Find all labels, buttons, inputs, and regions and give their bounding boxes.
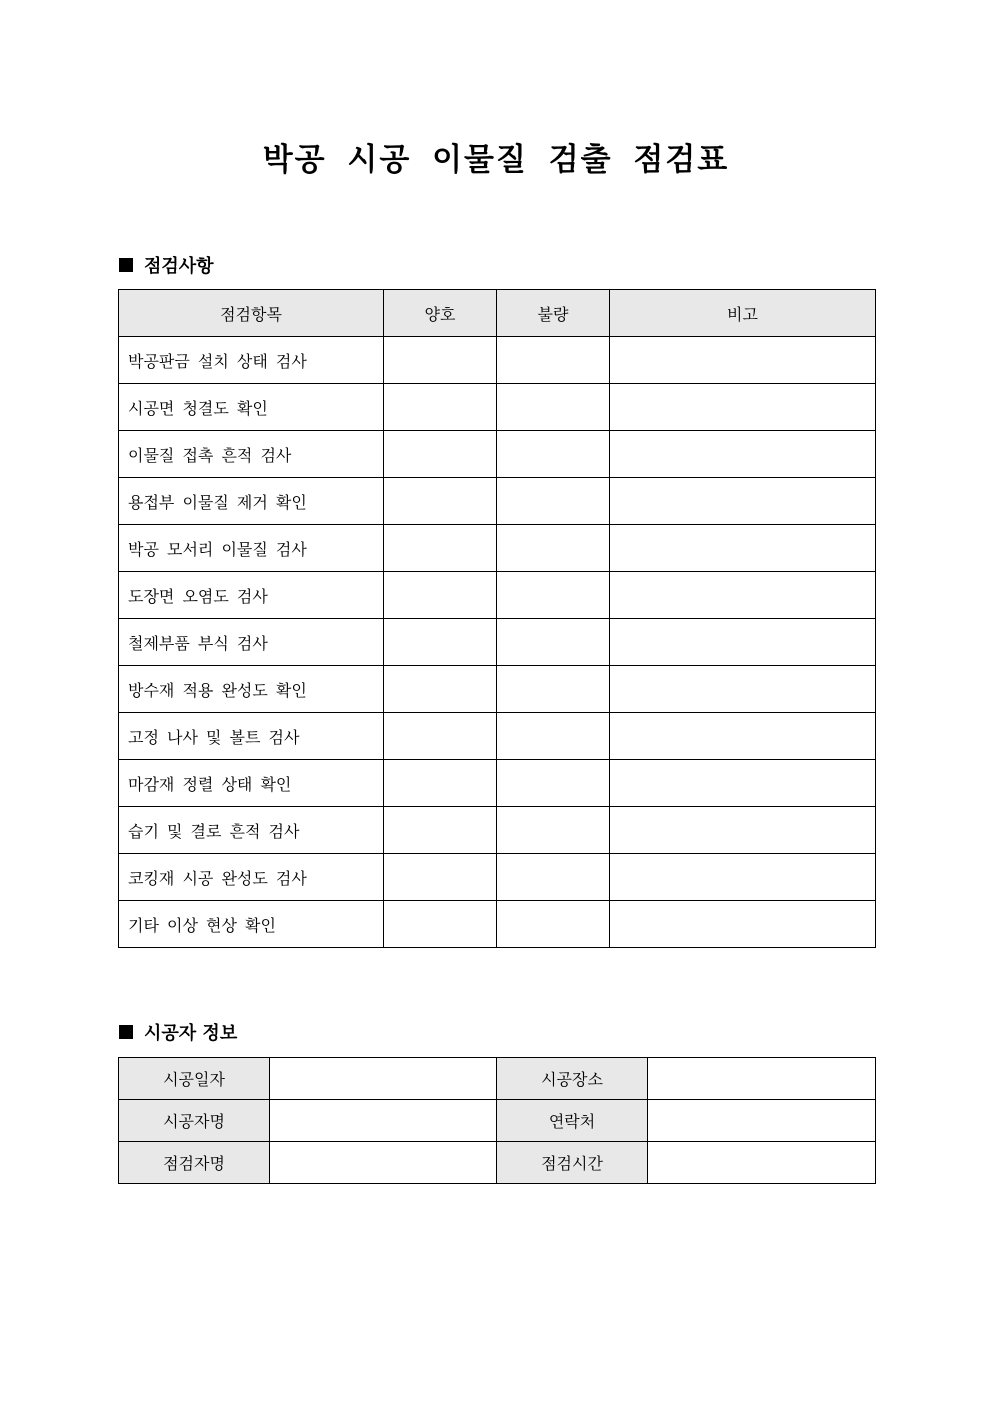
- table-row: [119, 1100, 876, 1142]
- section-heading-contractor: [119, 1019, 237, 1045]
- remarks-cell[interactable]: [610, 337, 876, 384]
- table-row: [119, 1058, 876, 1100]
- header-good: 양호: [384, 290, 497, 337]
- inspection-item: 마감재 정렬 상태 확인: [119, 760, 384, 807]
- table-row: [119, 807, 876, 854]
- remarks-cell[interactable]: [610, 431, 876, 478]
- inspection-item: 도장면 오염도 검사: [119, 572, 384, 619]
- remarks-cell[interactable]: [610, 713, 876, 760]
- good-cell[interactable]: [384, 619, 497, 666]
- bad-cell[interactable]: [497, 854, 610, 901]
- table-row: [119, 1142, 876, 1184]
- header-item: 점검항목: [119, 290, 384, 337]
- inspection-table: [118, 289, 876, 948]
- page-title: 박공 시공 이물질 검출 점검표: [262, 142, 730, 178]
- header-remarks: 비고: [610, 290, 876, 337]
- good-cell[interactable]: [384, 666, 497, 713]
- table-row: [119, 431, 876, 478]
- inspection-time-field[interactable]: [648, 1142, 876, 1184]
- bad-cell[interactable]: [497, 760, 610, 807]
- good-cell[interactable]: [384, 572, 497, 619]
- table-row: [119, 525, 876, 572]
- good-cell[interactable]: [384, 901, 497, 948]
- contractor-name-label: 시공자명: [119, 1100, 270, 1142]
- inspection-item: 기타 이상 현상 확인: [119, 901, 384, 948]
- remarks-cell[interactable]: [610, 760, 876, 807]
- section-heading-inspection: [119, 252, 214, 278]
- bad-cell[interactable]: [497, 807, 610, 854]
- remarks-cell[interactable]: [610, 478, 876, 525]
- good-cell[interactable]: [384, 854, 497, 901]
- inspection-header-row: [119, 290, 876, 337]
- inspector-name-label: 점검자명: [119, 1142, 270, 1184]
- inspection-item: 고정 나사 및 볼트 검사: [119, 713, 384, 760]
- remarks-cell[interactable]: [610, 807, 876, 854]
- bad-cell[interactable]: [497, 337, 610, 384]
- remarks-cell[interactable]: [610, 619, 876, 666]
- contact-label: 연락처: [497, 1100, 648, 1142]
- remarks-cell[interactable]: [610, 854, 876, 901]
- construction-location-field[interactable]: [648, 1058, 876, 1100]
- table-row: [119, 384, 876, 431]
- bad-cell[interactable]: [497, 666, 610, 713]
- table-row: [119, 901, 876, 948]
- good-cell[interactable]: [384, 807, 497, 854]
- inspection-item: 방수재 적용 완성도 확인: [119, 666, 384, 713]
- remarks-cell[interactable]: [610, 525, 876, 572]
- contractor-info-table: [118, 1057, 876, 1184]
- table-row: [119, 478, 876, 525]
- table-row: [119, 666, 876, 713]
- inspection-item: 습기 및 결로 흔적 검사: [119, 807, 384, 854]
- construction-date-label: 시공일자: [119, 1058, 270, 1100]
- inspection-item: 철제부품 부식 검사: [119, 619, 384, 666]
- remarks-cell[interactable]: [610, 666, 876, 713]
- table-row: [119, 760, 876, 807]
- good-cell[interactable]: [384, 478, 497, 525]
- bad-cell[interactable]: [497, 572, 610, 619]
- construction-location-label: 시공장소: [497, 1058, 648, 1100]
- section-heading-contractor-label: 시공자 정보: [144, 1023, 238, 1044]
- good-cell[interactable]: [384, 384, 497, 431]
- bad-cell[interactable]: [497, 384, 610, 431]
- table-row: [119, 713, 876, 760]
- remarks-cell[interactable]: [610, 572, 876, 619]
- construction-date-field[interactable]: [270, 1058, 497, 1100]
- inspection-item: 시공면 청결도 확인: [119, 384, 384, 431]
- inspector-name-field[interactable]: [270, 1142, 497, 1184]
- good-cell[interactable]: [384, 525, 497, 572]
- inspection-item: 용접부 이물질 제거 확인: [119, 478, 384, 525]
- table-row: [119, 572, 876, 619]
- bad-cell[interactable]: [497, 713, 610, 760]
- square-bullet-icon: [119, 1025, 133, 1039]
- inspection-item: 코킹재 시공 완성도 검사: [119, 854, 384, 901]
- contact-field[interactable]: [648, 1100, 876, 1142]
- good-cell[interactable]: [384, 760, 497, 807]
- good-cell[interactable]: [384, 431, 497, 478]
- table-row: [119, 854, 876, 901]
- contractor-name-field[interactable]: [270, 1100, 497, 1142]
- good-cell[interactable]: [384, 337, 497, 384]
- bad-cell[interactable]: [497, 525, 610, 572]
- square-bullet-icon: [119, 258, 133, 272]
- inspection-time-label: 점검시간: [497, 1142, 648, 1184]
- bad-cell[interactable]: [497, 431, 610, 478]
- remarks-cell[interactable]: [610, 384, 876, 431]
- remarks-cell[interactable]: [610, 901, 876, 948]
- bad-cell[interactable]: [497, 478, 610, 525]
- section-heading-inspection-label: 점검사항: [144, 256, 214, 277]
- bad-cell[interactable]: [497, 619, 610, 666]
- table-row: [119, 337, 876, 384]
- inspection-item: 이물질 접촉 흔적 검사: [119, 431, 384, 478]
- table-row: [119, 619, 876, 666]
- bad-cell[interactable]: [497, 901, 610, 948]
- good-cell[interactable]: [384, 713, 497, 760]
- inspection-item: 박공 모서리 이물질 검사: [119, 525, 384, 572]
- inspection-item: 박공판금 설치 상태 검사: [119, 337, 384, 384]
- header-bad: 불량: [497, 290, 610, 337]
